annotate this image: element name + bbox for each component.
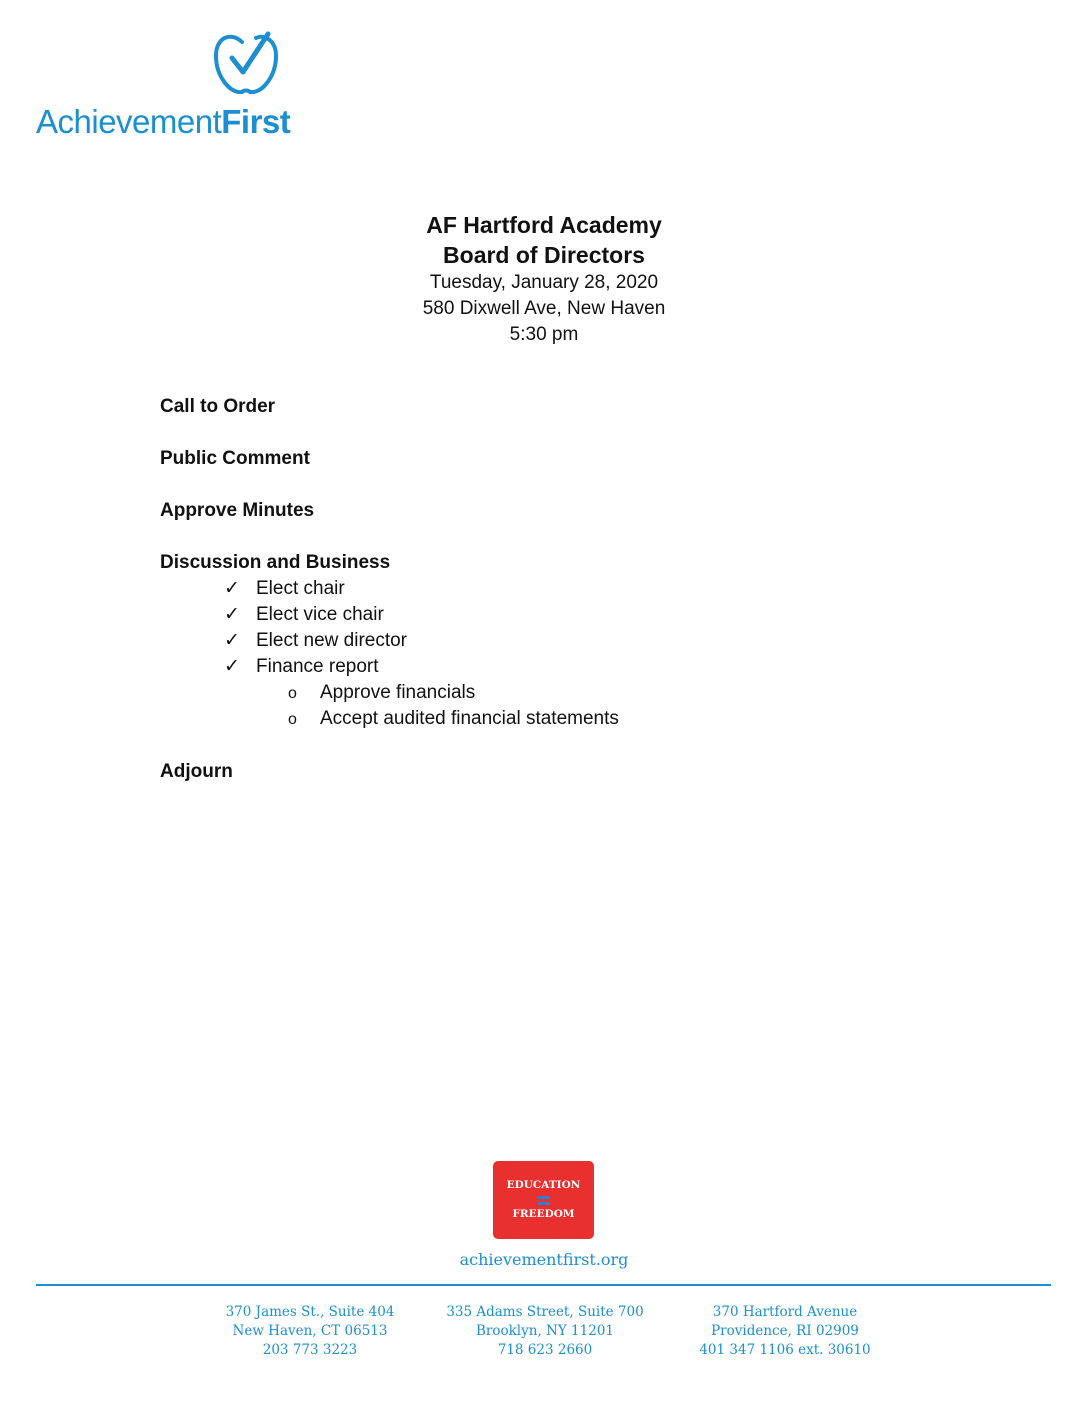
checkmark-icon: ✓: [224, 630, 240, 651]
office-city: Providence, RI 02909: [711, 1323, 859, 1339]
agenda-call-to-order: Call to Order: [160, 396, 276, 417]
board-title: Board of Directors: [443, 242, 645, 268]
agenda-subitem: [288, 706, 619, 733]
agenda-item-label: Elect new director: [256, 630, 408, 651]
equals-icon: [537, 1196, 550, 1208]
logo-word-achievement: Achievement: [36, 103, 222, 140]
office-city: New Haven, CT 06513: [232, 1323, 388, 1339]
website-link[interactable]: achievementfirst.org: [459, 1250, 629, 1269]
office-phone: 718 623 2660: [497, 1342, 593, 1358]
meeting-time: 5:30 pm: [509, 324, 579, 345]
apple-check-icon: [212, 28, 280, 100]
agenda-subitem: [288, 680, 475, 707]
circle-bullet-icon: o: [288, 711, 297, 728]
agenda-subitem-label: Accept audited financial statements: [320, 708, 619, 729]
office-phone: 401 347 1106 ext. 30610: [699, 1342, 871, 1358]
meeting-date: Tuesday, January 28, 2020: [429, 272, 659, 293]
office-street: 370 Hartford Avenue: [712, 1304, 858, 1320]
agenda-public-comment: Public Comment: [160, 448, 310, 469]
agenda-subitem-label: Approve financials: [320, 682, 476, 703]
achievement-first-logo: [36, 28, 336, 140]
checkmark-icon: ✓: [224, 604, 240, 625]
agenda-item-label: Elect vice chair: [256, 604, 384, 625]
badge-line-education: EDUCATION: [506, 1179, 581, 1191]
office-street: 370 James St., Suite 404: [225, 1304, 395, 1320]
agenda-discussion: Discussion and Business: [160, 552, 391, 573]
office-phone: 203 773 3223: [262, 1342, 358, 1358]
office-city: Brooklyn, NY 11201: [476, 1323, 614, 1339]
office-address-new-haven: [180, 1303, 440, 1360]
footer-divider: [36, 1284, 1051, 1286]
agenda-approve-minutes: Approve Minutes: [160, 500, 315, 521]
agenda-item-label: Finance report: [256, 656, 379, 677]
office-address-providence: [655, 1303, 915, 1360]
agenda-item: [224, 628, 407, 654]
checkmark-icon: ✓: [224, 578, 240, 599]
school-name: AF Hartford Academy: [426, 212, 662, 238]
circle-bullet-icon: o: [288, 685, 297, 702]
logo-wordmark: [36, 102, 290, 142]
agenda-item: [224, 602, 384, 628]
office-address-brooklyn: [415, 1303, 675, 1360]
logo-word-first: First: [221, 103, 291, 140]
badge-line-freedom: FREEDOM: [512, 1208, 575, 1220]
education-freedom-badge: [493, 1161, 594, 1239]
agenda-item-label: Elect chair: [256, 578, 345, 599]
agenda-item: [224, 654, 379, 680]
checkmark-icon: ✓: [224, 656, 240, 677]
agenda-adjourn: Adjourn: [160, 761, 233, 782]
document-header: [0, 210, 1088, 348]
meeting-address: 580 Dixwell Ave, New Haven: [422, 298, 666, 319]
office-street: 335 Adams Street, Suite 700: [446, 1304, 644, 1320]
agenda-item: [224, 576, 345, 602]
